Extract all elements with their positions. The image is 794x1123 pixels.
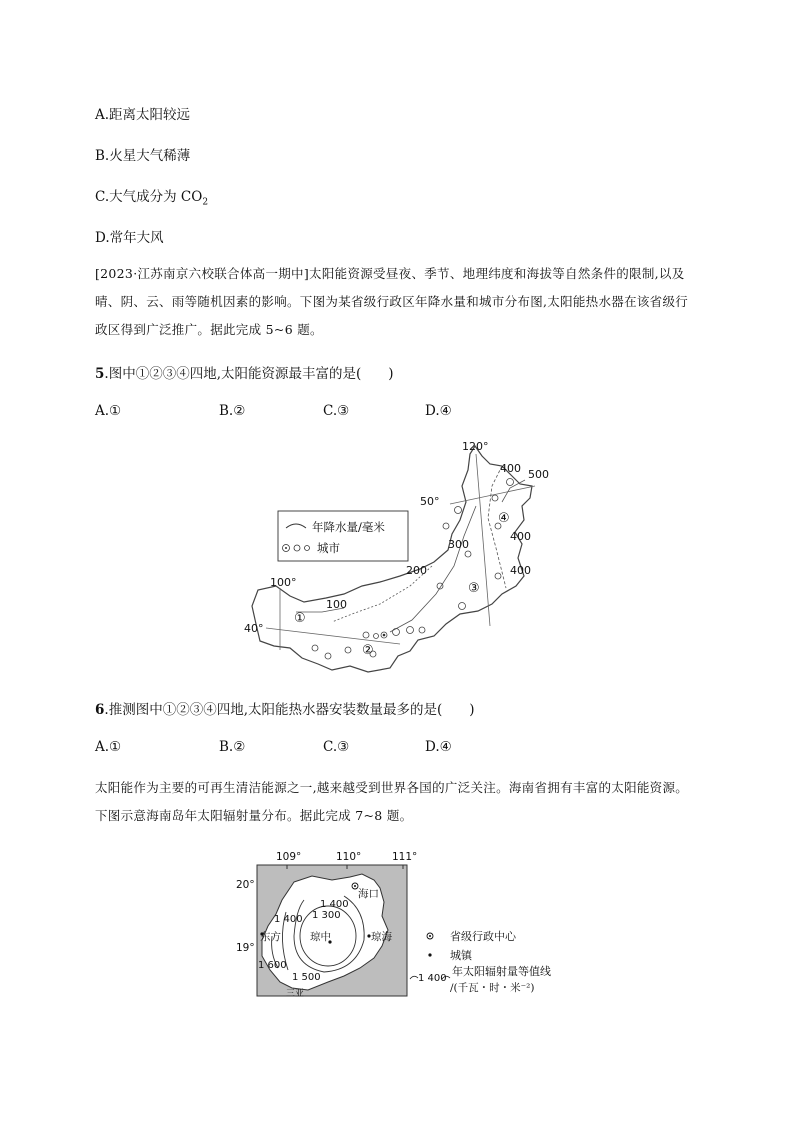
isoline-label-1400-side: 1 400 [274, 914, 303, 925]
capital-city [383, 634, 386, 637]
legend-isoline-value: 1 400 [418, 973, 447, 984]
option-b-prev: B.火星大气稀薄 [95, 148, 191, 164]
intro-paragraph-1: [2023·江苏南京六校联合体高一期中]太阳能资源受昼夜、季节、地理纬度和海拔等自然条件的限制,以及晴、阴、云、雨等随机因素的影响。下图为某省级行政区年降水量和城市分布图,太阳能热水器在该省级行政区得到广泛推广。据此完成 5~6 题。 [95, 266, 689, 337]
question-5-number: 5 [95, 366, 105, 382]
parallel-40 [266, 628, 400, 644]
legend-isoline-label: 年降水量/毫米 [312, 520, 385, 534]
lon-110: 110° [336, 851, 362, 863]
lat-20: 20° [236, 879, 255, 891]
place-qionghai: 琼海 [371, 931, 392, 943]
question-6-number: 6 [95, 702, 105, 718]
place-qiongzhong: 琼中 [310, 931, 331, 943]
q5-option-d[interactable]: D.④ [425, 403, 452, 419]
isoline-label-1600: 1 600 [258, 960, 287, 971]
label-lon-100: 100° [270, 576, 297, 589]
option-c-prev [95, 185, 208, 208]
q6-option-a[interactable]: A.① [95, 739, 122, 755]
question-6-options [95, 739, 695, 757]
isoline-label-1300: 1 300 [312, 910, 341, 921]
question-6 [95, 698, 475, 718]
question-5-options [95, 403, 695, 421]
isoline-label-1400-top: 1 400 [320, 899, 349, 910]
option-d-prev: D.常年大风 [95, 230, 164, 246]
place-haikou: 海口 [358, 888, 379, 900]
legend-box [278, 511, 408, 561]
hainan-radiation-map [232, 850, 572, 1000]
isoline-400 [488, 466, 506, 588]
region-2: ② [362, 643, 374, 658]
option-a-prev: A.距离太阳较远 [95, 107, 191, 123]
label-500: 500 [528, 468, 549, 481]
lon-109: 109° [276, 851, 302, 863]
question-5 [95, 362, 394, 382]
label-400-low: 400 [510, 564, 531, 577]
legend-capital: 省级行政中心 [450, 930, 516, 943]
label-300: 300 [448, 538, 469, 551]
label-200: 200 [406, 564, 427, 577]
region-4: ④ [498, 511, 510, 526]
label-lat-50: 50° [420, 495, 440, 508]
co2-subscript: 2 [202, 197, 209, 208]
q5-option-b[interactable]: B.② [219, 403, 246, 419]
q6-option-d[interactable]: D.④ [425, 739, 452, 755]
label-lat-40: 40° [244, 622, 264, 635]
legend-town: 城镇 [450, 949, 472, 962]
label-400-top: 400 [500, 462, 521, 475]
place-sanya: 三亚 [286, 989, 305, 999]
label-lon-120: 120° [462, 440, 489, 453]
question-6-text: .推测图中①②③④四地,太阳能热水器安装数量最多的是( ) [104, 702, 475, 718]
place-dongfang: 东方 [260, 931, 281, 943]
meridian-120 [476, 454, 490, 626]
intro-paragraph-2: 太阳能作为主要的可再生清洁能源之一,越来越受到世界各国的广泛关注。海南省拥有丰富的太阳能资源。下图示意海南岛年太阳辐射量分布。据此完成 7~8 题。 [95, 780, 689, 823]
lat-19: 19° [236, 942, 255, 954]
label-400-mid: 400 [510, 530, 531, 543]
label-100: 100 [326, 598, 347, 611]
q6-option-c[interactable]: C.③ [323, 739, 350, 755]
region-1: ① [294, 611, 306, 626]
option-c-text: C.大气成分为 CO [95, 189, 203, 205]
lon-111: 111° [392, 851, 418, 863]
precipitation-map [240, 436, 550, 682]
legend-city-label: 城市 [317, 541, 340, 555]
isoline-label-1500: 1 500 [292, 972, 321, 983]
q6-option-b[interactable]: B.② [219, 739, 246, 755]
question-5-text: .图中①②③④四地,太阳能资源最丰富的是( ) [104, 366, 394, 382]
legend-isoline-label: 年太阳辐射量等值线 [452, 965, 551, 978]
q5-option-c[interactable]: C.③ [323, 403, 350, 419]
region-3: ③ [468, 581, 480, 596]
q5-option-a[interactable]: A.① [95, 403, 122, 419]
legend-unit: /(千瓦・时・米⁻²) [450, 982, 535, 994]
